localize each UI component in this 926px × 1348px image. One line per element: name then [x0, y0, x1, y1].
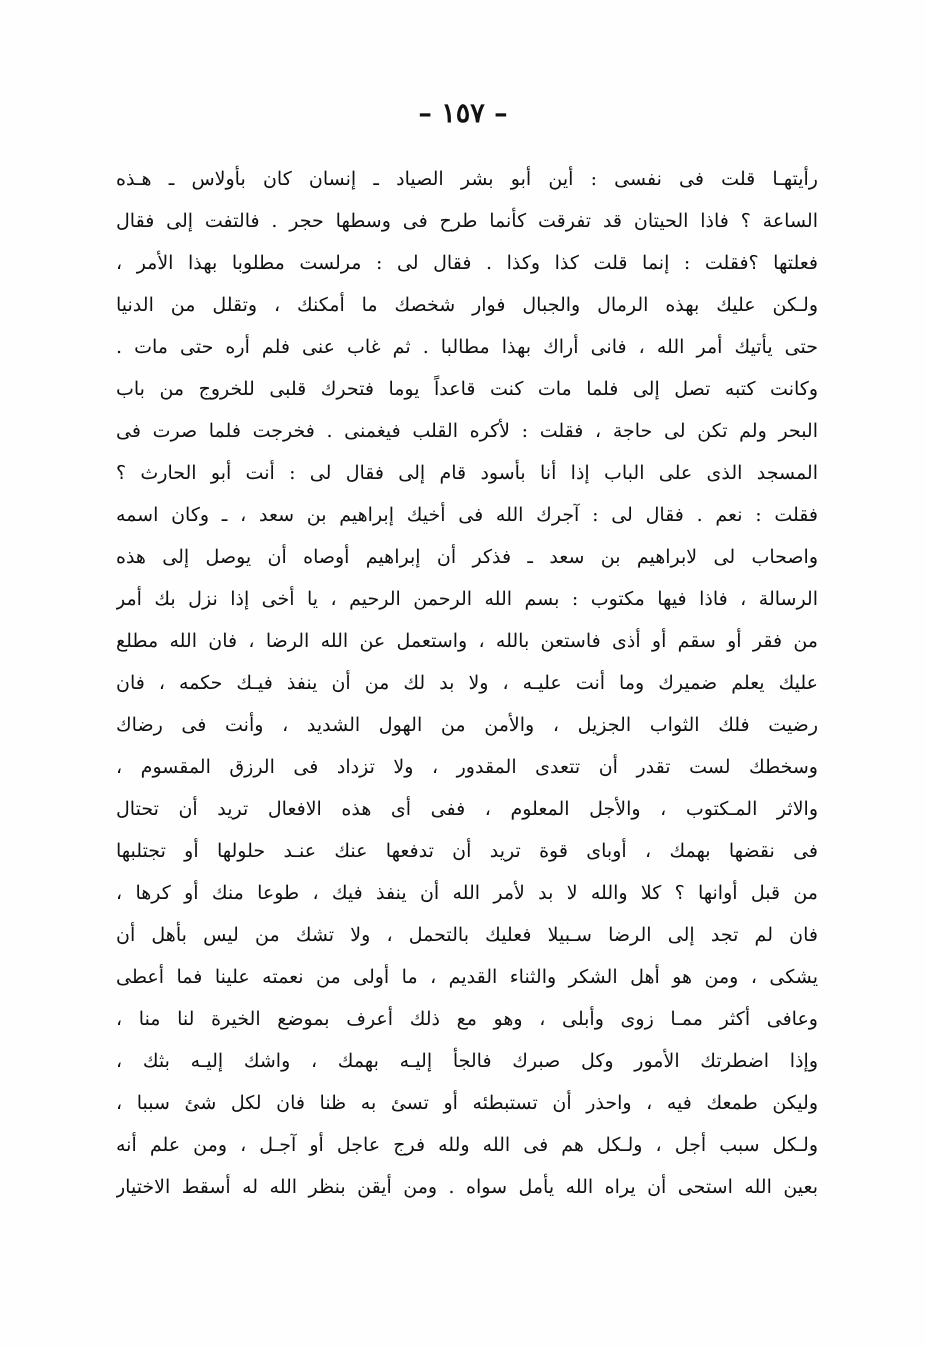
text-line: وكانت كتبه تصل إلى فلما مات كنت قاعداً يوما فتحرك قلبى للخروج من باب	[116, 378, 818, 400]
text-line: رأيتهـا قلت فى نفسى : أين أبو بشر الصياد ـ إنسان كان بأولاس ـ هـذه	[116, 168, 818, 190]
text-line: بعين الله استحى أن يراه الله يأمل سواه . ومن أيقن بنظر الله له أسقط الاختيار	[116, 1176, 818, 1198]
text-line: ولـكن عليك بهذه الرمال والجبال فوار شخصك ما أمكنك ، وتقلل من الدنيا	[116, 294, 818, 316]
text-line: عليك يعلم ضميرك وما أنت عليـه ، ولا بد لك من أن ينفذ فيـك حكمه ، فان	[116, 672, 818, 694]
text-line: رضيت فلك الثواب الجزيل ، والأمن من الهول الشديد ، وأنت فى رضاك	[116, 714, 818, 736]
text-line: يشكى ، ومن هو أهل الشكر والثناء القديم ، ما أولى من نعمته علينا فما أعطى	[116, 966, 818, 988]
text-line: الساعة ؟ فاذا الحيتان قد تفرقت كأنما طرح فى وسطها حجر . فالتفت إلى فقال	[116, 210, 818, 232]
text-line: وعافى أكثر ممـا زوى وأبلى ، وهو مع ذلك أعرف بموضع الخيرة لنا منا ،	[116, 1008, 818, 1030]
text-line: الرسالة ، فاذا فيها مكتوب : بسم الله الرحمن الرحيم ، يا أخى إذا نزل بك أمر	[116, 588, 818, 610]
text-line: من قبل أوانها ؟ كلا والله لا بد لأمر الله أن ينفذ فيك ، طوعا منك أو كرها ،	[116, 882, 818, 904]
text-line: ولـكل سبب أجل ، ولـكل هم فى الله ولله فرج عاجل أو آجـل ، ومن علم أنه	[116, 1134, 818, 1156]
text-line: فعلتها ؟فقلت : إنما قلت كذا وكذا . فقال لى : مرلست مطلوبا بهذا الأمر ،	[116, 252, 818, 274]
page-number: – ١٥٧ –	[418, 98, 508, 129]
text-line: فقلت : نعم . فقال لى : آجرك الله فى أخيك إبراهيم بن سعد ، ـ وكان اسمه	[116, 504, 818, 526]
text-line: حتى يأتيك أمر الله ، فانى أراك بهذا مطالبا . ثم غاب عنى فلم أره حتى مات .	[116, 336, 818, 358]
text-line: البحر ولم تكن لى حاجة ، فقلت : لأكره القلب فيغمنى . فخرجت فلما صرت فى	[116, 420, 818, 442]
text-line: واصحاب لى لابراهيم بن سعد ـ فذكر أن إبراهيم أوصاه أن يوصل إلى هذه	[116, 546, 818, 568]
page-text-body	[116, 158, 818, 1208]
text-line: من فقر أو سقم أو أذى فاستعن بالله ، واستعمل عن الله الرضا ، فان الله مطلع	[116, 630, 818, 652]
text-line: وسخطك لست تقدر أن تتعدى المقدور ، ولا تزداد فى الرزق المقسوم ،	[116, 756, 818, 778]
text-line: والاثر المـكتوب ، والأجل المعلوم ، ففى أى هذه الافعال تريد أن تحتال	[116, 798, 818, 820]
text-line: فان لم تجد إلى الرضا سـبيلا فعليك بالتحمل ، ولا تشك من ليس بأهل أن	[116, 924, 818, 946]
text-line: المسجد الذى على الباب إذا أنا بأسود قام إلى فقال لى : أنت أبو الحارث ؟	[116, 462, 818, 484]
text-line: وليكن طمعك فيه ، واحذر أن تستبطئه أو تسئ به ظنا فان لكل شئ سببا ،	[116, 1092, 818, 1114]
text-line: فى نقضها بهمك ، أوباى قوة تريد أن تدفعها عنك عنـد حلولها أو تجتلبها	[116, 840, 818, 862]
text-line: وإذا اضطرتك الأمور وكل صبرك فالجأ إليـه بهمك ، واشك إليـه بثك ،	[116, 1050, 818, 1072]
